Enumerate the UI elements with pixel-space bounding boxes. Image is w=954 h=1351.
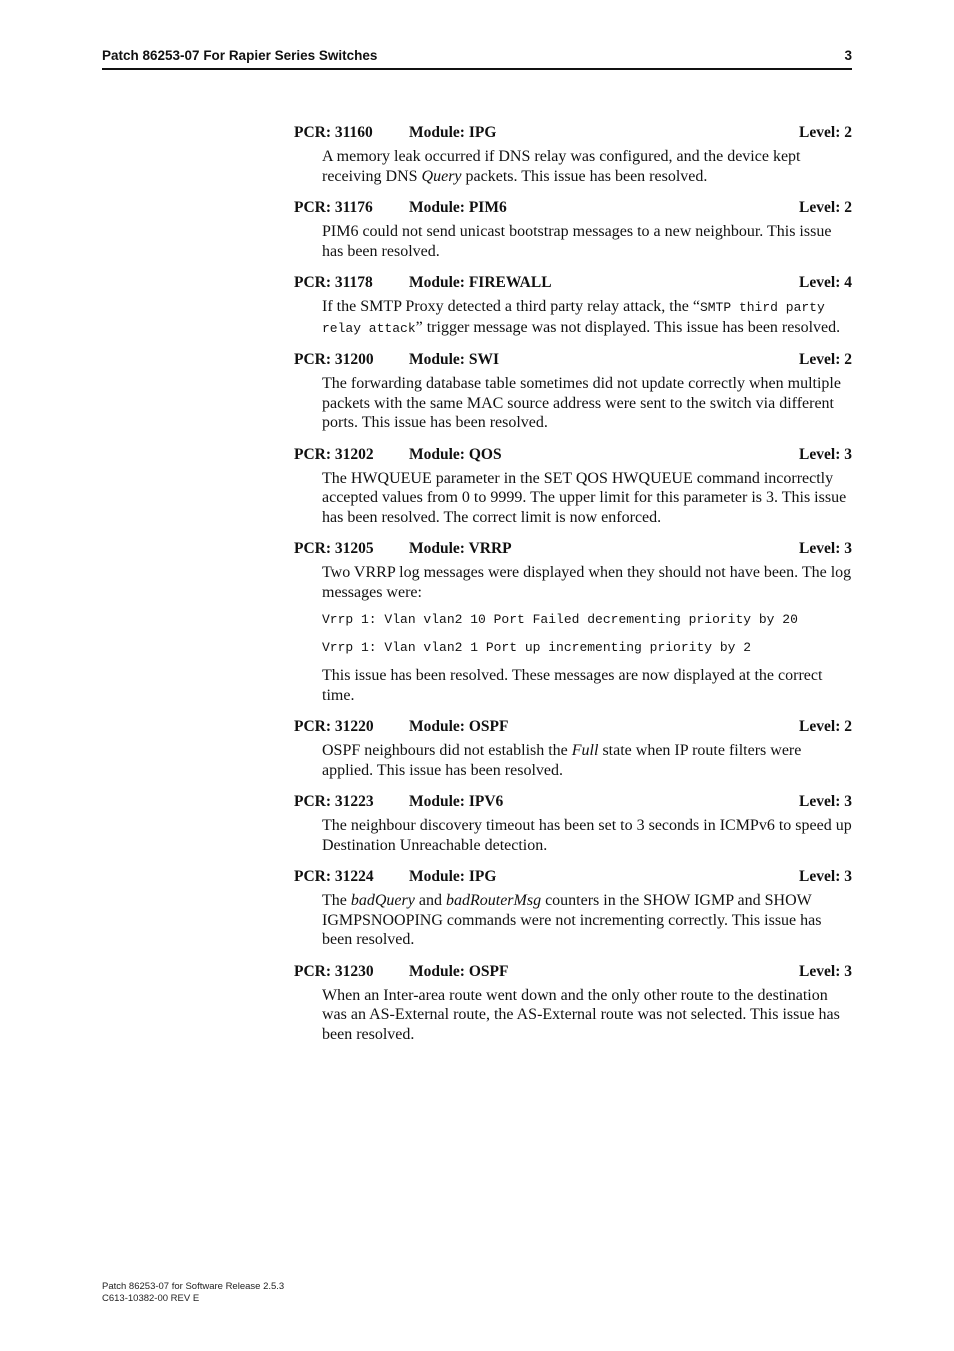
entry-header — [294, 123, 852, 147]
header-title: Patch 86253-07 For Rapier Series Switches — [102, 48, 378, 63]
description-paragraph — [322, 297, 852, 338]
pcr-number: PCR: 31205 — [294, 540, 374, 557]
entry-description — [322, 222, 852, 261]
pcr-entry — [294, 539, 852, 705]
level: Level: 3 — [799, 868, 852, 885]
pcr-number: PCR: 31230 — [294, 962, 374, 980]
module-name: Module: IPG — [409, 868, 497, 885]
entry-header — [294, 792, 852, 816]
level: Level: 2 — [799, 199, 852, 216]
module-name: Module: OSPF — [409, 718, 509, 735]
description-paragraph: The forwarding database table sometimes did not update correctly when multiple packets with the same MAC source address were sent to the switch via different ports. This issue has been resolved. — [322, 375, 841, 431]
pcr-number: PCR: 31223 — [294, 793, 374, 810]
text-run: packets. This issue has been resolved. — [461, 167, 708, 185]
inline-code: SMTP third party relay attack — [322, 300, 825, 336]
entry-header — [294, 445, 852, 469]
description-paragraph — [322, 741, 852, 780]
level: Level: 3 — [799, 540, 852, 557]
pcr-entry — [294, 445, 852, 528]
pcr-entry — [294, 350, 852, 433]
entry-description — [322, 563, 852, 705]
pcr-entry — [294, 717, 852, 780]
entry-description — [322, 816, 852, 855]
description-paragraph: PIM6 could not send unicast bootstrap messages to a new neighbour. This issue has been resolved. — [322, 223, 832, 260]
module-name: Module: FIREWALL — [409, 274, 552, 291]
text-run: The — [322, 892, 351, 909]
pcr-number: PCR: 31160 — [294, 124, 373, 141]
entry-description — [322, 147, 852, 186]
module-name: Module: OSPF — [409, 962, 509, 980]
entry-description — [322, 469, 852, 528]
log-message-code: Vrrp 1: Vlan vlan2 1 Port up incrementing priority by 2 — [322, 640, 752, 655]
level: Level: 3 — [799, 445, 852, 463]
pcr-number: PCR: 31200 — [294, 351, 374, 368]
footer-doc-code: C613-10382-00 REV E — [102, 1293, 200, 1304]
entry-description — [322, 741, 852, 780]
text-run: ” trigger message was not displayed. This issue has been resolved. — [415, 318, 841, 336]
description-paragraph: The neighbour discovery timeout has been set to 3 seconds in ICMPv6 to speed up Destination Unreachable detection. — [322, 817, 852, 854]
text-run: If the SMTP Proxy detected a third party relay attack, the “ — [322, 298, 700, 315]
module-name: Module: PIM6 — [409, 199, 507, 216]
italic-term: badRouterMsg — [445, 892, 542, 909]
text-run: A memory leak occurred if DNS relay was configured, and the device kept receiving DNS — [322, 148, 801, 185]
footer-release: Patch 86253-07 for Software Release 2.5.3 — [102, 1281, 285, 1292]
level: Level: 2 — [799, 124, 852, 141]
level: Level: 3 — [799, 962, 852, 980]
entry-description — [322, 986, 852, 1045]
description-paragraph — [322, 147, 852, 186]
level: Level: 3 — [799, 793, 852, 810]
entry-header — [294, 962, 852, 986]
entry-description — [322, 374, 852, 433]
italic-term: Query — [421, 167, 462, 185]
pcr-entry — [294, 792, 852, 855]
module-name: Module: VRRP — [409, 540, 512, 557]
pcr-number: PCR: 31178 — [294, 274, 373, 291]
pcr-number: PCR: 31176 — [294, 199, 373, 216]
entry-description — [322, 891, 852, 950]
entry-header — [294, 867, 852, 891]
text-run: counters in the SHOW IGMP and SHOW IGMPSNOOPING commands were not incrementing correctly. This issue has been resolved. — [322, 892, 822, 948]
description-paragraph — [322, 891, 852, 950]
description-paragraph: Two VRRP log messages were displayed when they should not have been. The log messages were: — [322, 564, 852, 601]
description-paragraph: The HWQUEUE parameter in the SET QOS HWQUEUE command incorrectly accepted values from 0 to 9999. The upper limit for this parameter is 3. This issue has been resolved. The correct limit is now enforced. — [322, 469, 847, 526]
entry-header — [294, 273, 852, 297]
pcr-number: PCR: 31202 — [294, 445, 374, 463]
pcr-number: PCR: 31220 — [294, 718, 374, 735]
description-paragraph: This issue has been resolved. These messages are now displayed at the correct time. — [322, 667, 823, 704]
entry-header — [294, 350, 852, 374]
text-run: and — [414, 892, 446, 909]
release-notes-content — [294, 123, 852, 1056]
pcr-entry — [294, 962, 852, 1045]
page-number: 3 — [844, 48, 852, 63]
entry-header — [294, 717, 852, 741]
italic-term: Full — [571, 742, 599, 759]
module-name: Module: QOS — [409, 445, 502, 463]
entry-header — [294, 539, 852, 563]
pcr-entry — [294, 273, 852, 338]
module-name: Module: IPV6 — [409, 793, 504, 810]
log-message-code: Vrrp 1: Vlan vlan2 10 Port Failed decrementing priority by 20 — [322, 612, 798, 627]
description-paragraph: When an Inter-area route went down and the only other route to the destination was an AS-External route, the AS-External route was not selected. This issue has been resolved. — [322, 986, 840, 1043]
level: Level: 2 — [799, 351, 852, 368]
pcr-entry — [294, 198, 852, 261]
module-name: Module: IPG — [409, 124, 497, 141]
level: Level: 4 — [799, 274, 852, 291]
text-run: state when IP route filters were applied. This issue has been resolved. — [322, 742, 802, 779]
entry-description — [322, 297, 852, 338]
pcr-entry — [294, 123, 852, 186]
page-footer — [102, 1281, 284, 1305]
page-header — [102, 48, 852, 70]
entry-header — [294, 198, 852, 222]
pcr-number: PCR: 31224 — [294, 868, 374, 885]
pcr-entry — [294, 867, 852, 950]
text-run: OSPF neighbours did not establish the — [322, 742, 572, 759]
module-name: Module: SWI — [409, 351, 499, 368]
level: Level: 2 — [799, 718, 852, 735]
italic-term: badQuery — [350, 892, 415, 909]
